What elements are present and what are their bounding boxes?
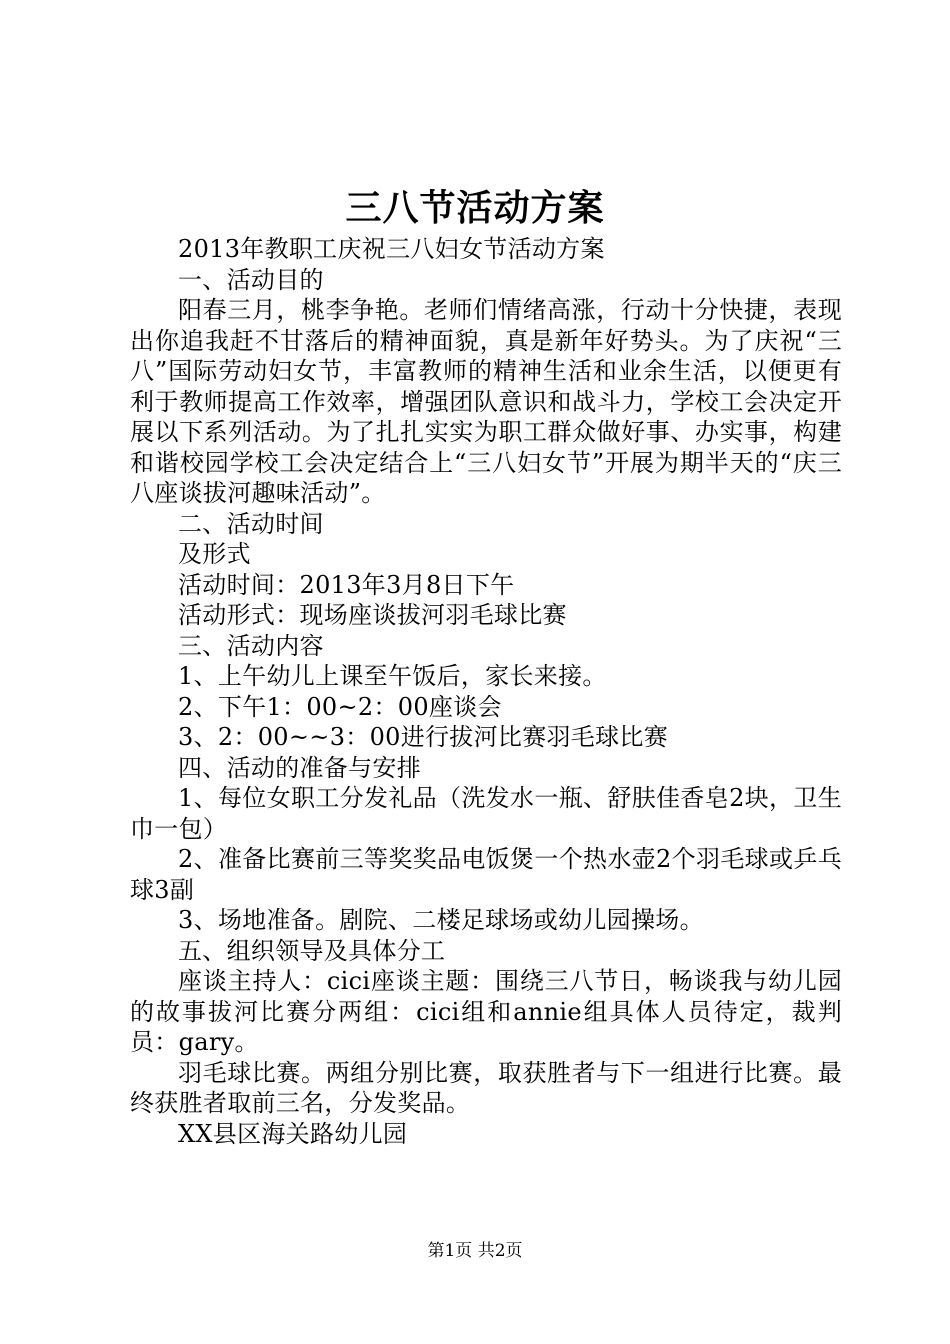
paragraph-purpose: 阳春三月，桃李争艳。老师们情绪高涨，行动十分快捷，表现出你追我赶不甘落后的精神面貌，真是新年好势头。为了庆祝“三八”国际劳动妇女节，丰富教师的精神生活和业余生活，以便更有利于教师提高工作效率，增强团队意识和战斗力，学校工会决定开展以下系列活动。为了扎扎实实为职工群众做好事、办实事，构建和谐校园学校工会决定结合上“三八妇女节”开展为期半天的“庆三八座谈拔河趣味活动”。 (130, 296, 842, 507)
paragraph-activity-time: 活动时间：2013年3月8日下午 (178, 570, 515, 599)
document-body (130, 234, 842, 1149)
list-item-preparation-2: 2、准备比赛前三等奖奖品电饭煲一个热水壶2个羽毛球或乒乓球3副 (130, 845, 842, 904)
section-heading-content: 三、活动内容 (178, 631, 324, 660)
paragraph-signature: XX县区海关路幼儿园 (178, 1119, 408, 1148)
list-item-content-1: 1、上午幼儿上课至午饭后，家长来接。 (178, 662, 607, 690)
paragraph-badminton: 羽毛球比赛。两组分别比赛，取获胜者与下一组进行比赛。最终获胜者取前三名，分发奖品。 (130, 1058, 842, 1117)
list-item-preparation-1: 1、每位女职工分发礼品（洗发水一瓶、舒肤佳香皂2块，卫生巾一包） (130, 784, 842, 843)
paragraph-activity-form: 活动形式：现场座谈拔河羽毛球比赛 (178, 601, 567, 629)
section-heading-preparation: 四、活动的准备与安排 (178, 753, 421, 782)
paragraph-subtitle: 2013年教职工庆祝三八妇女节活动方案 (178, 235, 605, 263)
section-heading-form: 及形式 (178, 540, 251, 568)
section-heading-organization: 五、组织领导及具体分工 (178, 936, 446, 965)
paragraph-organization: 座谈主持人：cici座谈主题：围绕三八节日，畅谈我与幼儿园的故事拔河比赛分两组：cici组和annie组具体人员待定，裁判员：gary。 (130, 967, 842, 1056)
list-item-content-3: 3、2：00~~3：00进行拔河比赛羽毛球比赛 (178, 723, 669, 751)
list-item-preparation-3: 3、场地准备。剧院、二楼足球场或幼儿园操场。 (178, 906, 704, 934)
section-heading-purpose: 一、活动目的 (178, 265, 324, 294)
section-heading-time: 二、活动时间 (178, 509, 324, 538)
list-item-content-2: 2、下午1：00~2：00座谈会 (178, 692, 502, 721)
page-footer: 第1页 共2页 (427, 1241, 523, 1261)
document-title: 三八节活动方案 (345, 187, 605, 229)
